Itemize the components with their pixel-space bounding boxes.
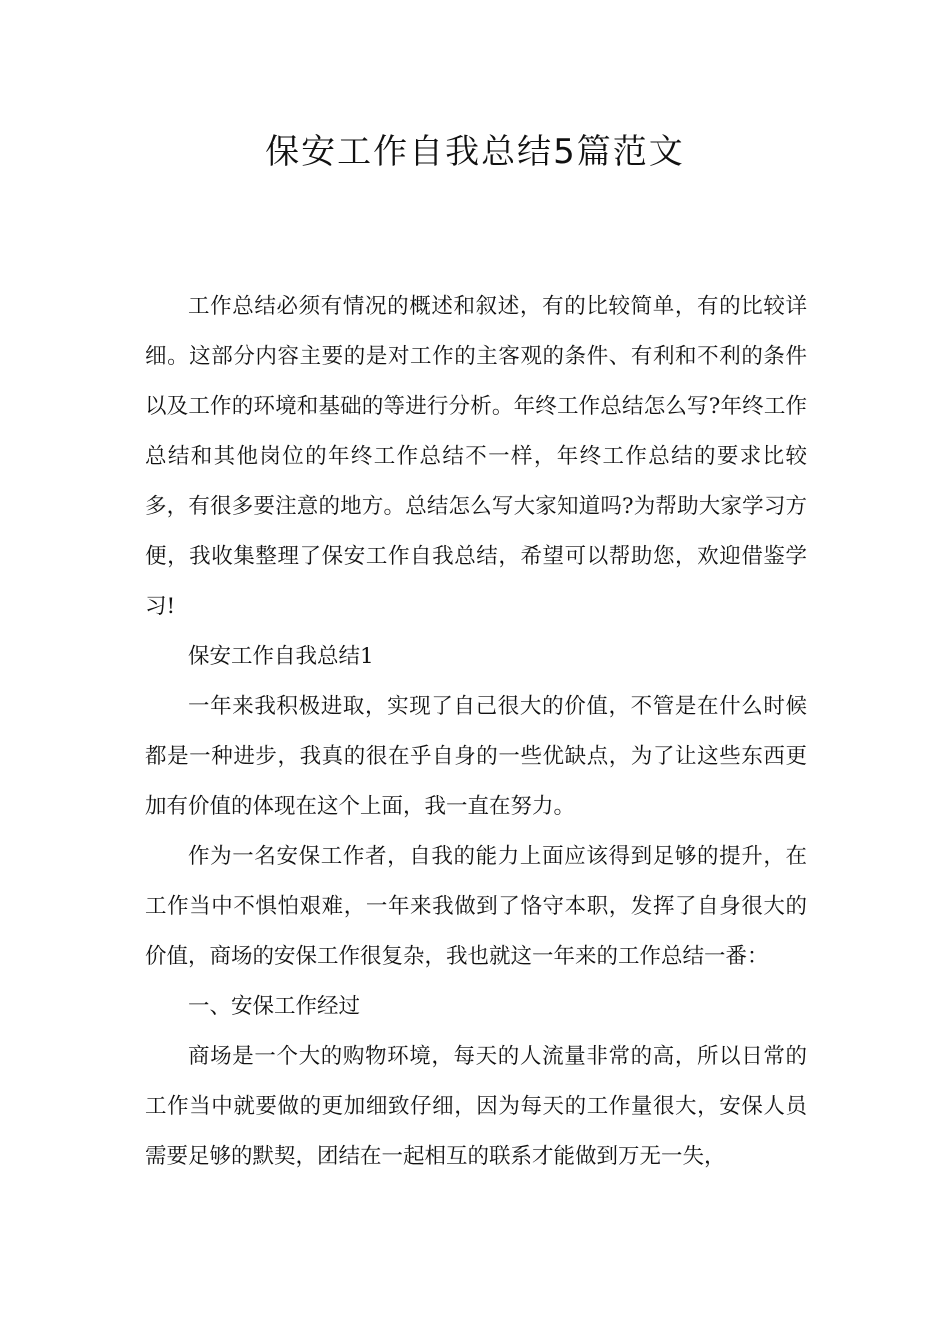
body-paragraph: 商场是一个大的购物环境，每天的人流量非常的高，所以日常的工作当中就要做的更加细致仔细，因为每天的工作量很大，安保人员需要足够的默契，团结在一起相互的联系才能做到万无一失， <box>145 1044 807 1169</box>
section-heading-summary-1: 保安工作自我总结1 <box>188 644 374 669</box>
body-paragraph: 一年来我积极进取，实现了自己很大的价值，不管是在什么时候都是一种进步，我真的很在乎自身的一些优缺点，为了让这些东西更加有价值的体现在这个上面，我一直在努力。 <box>145 694 807 819</box>
intro-paragraph: 工作总结必须有情况的概述和叙述，有的比较简单，有的比较详细。这部分内容主要的是对工作的主客观的条件、有利和不利的条件以及工作的环境和基础的等进行分析。年终工作总结怎么写?年终工作总结和其他岗位的年终工作总结不一样，年终工作总结的要求比较多，有很多要注意的地方。总结怎么写大家知道吗?为帮助大家学习方便，我收集整理了保安工作自我总结，希望可以帮助您，欢迎借鉴学习! <box>145 294 807 619</box>
document-body <box>145 282 807 1182</box>
document-title: 保安工作自我总结5篇范文 <box>265 132 685 172</box>
body-paragraph: 作为一名安保工作者，自我的能力上面应该得到足够的提升，在工作当中不惧怕艰难，一年来我做到了恪守本职，发挥了自身很大的价值，商场的安保工作很复杂，我也就这一年来的工作总结一番： <box>145 844 807 969</box>
section-heading-security-work: 一、安保工作经过 <box>188 994 361 1019</box>
